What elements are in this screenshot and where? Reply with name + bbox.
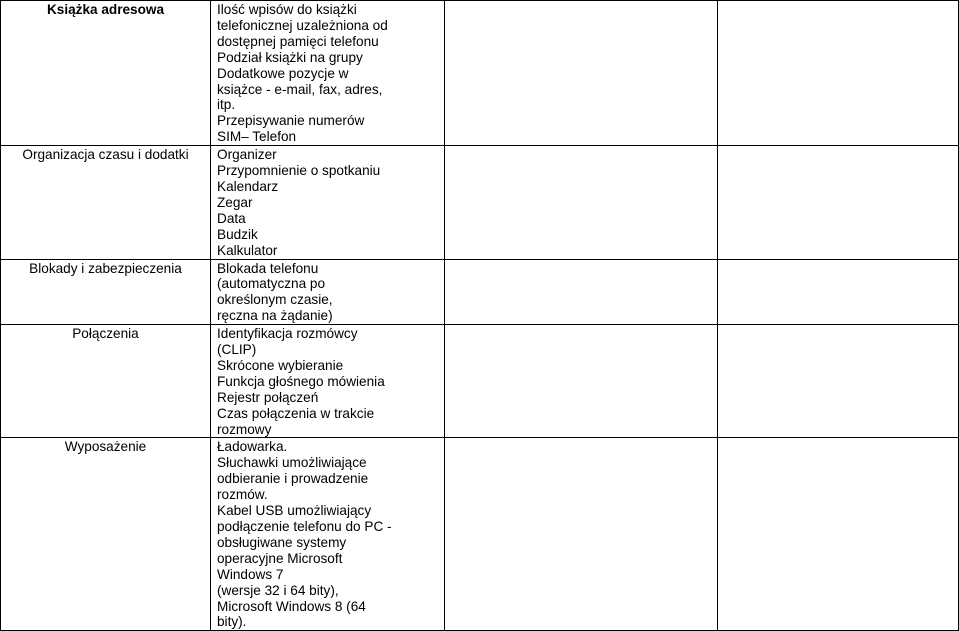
feature-line: SIM– Telefon [217, 129, 297, 145]
features-cell [211, 1, 445, 146]
feature-line: Dodatkowe pozycje w [217, 65, 349, 81]
feature-line: Funkcja głośnego mówienia [217, 373, 385, 389]
feature-line: Ładowarka. [217, 439, 288, 455]
category-cell: Organizacja czasu i dodatki [1, 146, 211, 259]
feature-line: rozmów. [217, 487, 268, 503]
feature-line: Data [217, 210, 246, 226]
feature-line: dostępnej pamięci telefonu [217, 33, 379, 49]
feature-line: Skrócone wybieranie [217, 357, 344, 373]
feature-line: (CLIP) [217, 342, 257, 358]
feature-line: itp. [217, 97, 236, 113]
empty-cell [445, 259, 718, 325]
features-cell [211, 259, 445, 325]
feature-line: Rejestr połączeń [217, 389, 319, 405]
empty-cell [718, 259, 959, 325]
feature-line: określonym czasie, [217, 292, 333, 308]
feature-line: Czas połączenia w trakcie [217, 405, 375, 421]
feature-line: Słuchawki umożliwiające [217, 455, 367, 471]
empty-cell [718, 1, 959, 146]
feature-line: Organizer [217, 147, 277, 163]
feature-line: Zegar [217, 194, 253, 210]
features-cell [211, 325, 445, 438]
feature-line: telefonicznej uzależniona od [217, 17, 388, 33]
feature-line: Blokada telefonu [217, 260, 319, 276]
feature-line: Budzik [217, 226, 258, 242]
feature-line: Przypomnienie o spotkaniu [217, 163, 381, 179]
feature-line: rozmowy [217, 421, 272, 437]
feature-line: Microsoft Windows 8 (64 [217, 598, 366, 614]
feature-line: ręczna na żądanie) [217, 308, 333, 324]
category-cell: Blokady i zabezpieczenia [1, 259, 211, 325]
feature-line: odbieranie i prowadzenie [217, 471, 369, 487]
feature-line: Kalendarz [217, 178, 279, 194]
features-cell [211, 438, 445, 631]
empty-cell [718, 325, 959, 438]
category-cell: Książka adresowa [1, 1, 211, 146]
feature-line: Kabel USB umożliwiający [217, 503, 372, 519]
empty-cell [718, 438, 959, 631]
features-cell [211, 146, 445, 259]
empty-cell [445, 325, 718, 438]
empty-cell [445, 1, 718, 146]
feature-line: książce - e-mail, fax, adres, [217, 81, 383, 97]
table-row [1, 438, 959, 631]
feature-line: Kalkulator [217, 242, 278, 258]
feature-line: (automatyczna po [217, 276, 326, 292]
table-row [1, 325, 959, 438]
feature-line: Identyfikacja rozmówcy [217, 326, 358, 342]
feature-line: Przepisywanie numerów [217, 113, 365, 129]
feature-line: (wersje 32 i 64 bity), [217, 582, 339, 598]
table-row [1, 259, 959, 325]
empty-cell [445, 146, 718, 259]
feature-line: obsługiwane systemy [217, 534, 347, 550]
feature-line: Ilość wpisów do książki [217, 2, 357, 17]
empty-cell [718, 146, 959, 259]
feature-line: podłączenie telefonu do PC - [217, 519, 392, 534]
category-cell: Połączenia [1, 325, 211, 438]
empty-cell [445, 438, 718, 631]
feature-line: Podział książki na grupy [217, 49, 363, 65]
category-cell: Wyposażenie [1, 438, 211, 631]
feature-line: Windows 7 [217, 566, 284, 582]
feature-line: operacyjne Microsoft [217, 550, 343, 566]
table-row [1, 146, 959, 259]
table-row [1, 1, 959, 146]
feature-line: bity). [217, 614, 247, 630]
